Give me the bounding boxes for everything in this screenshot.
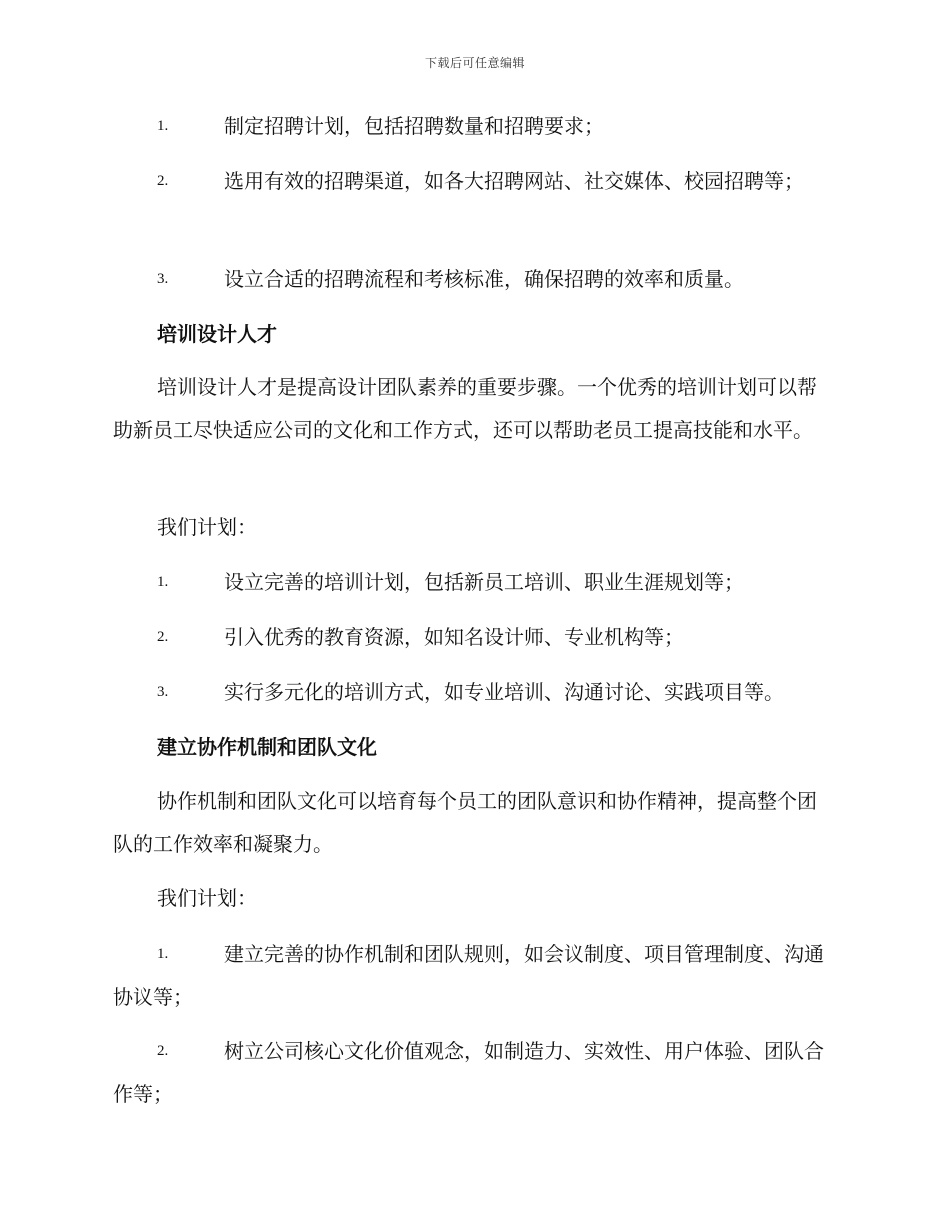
list-number: 1. bbox=[157, 574, 169, 590]
plan-label: 我们计划： bbox=[157, 515, 257, 539]
section-paragraph-training: 培训设计人才是提高设计团队素养的重要步骤。一个优秀的培训计划可以帮助新员工尽快适应公司的文化和工作方式，还可以帮助老员工提高技能和水平。 bbox=[113, 375, 817, 442]
list-text: 建立完善的协作机制和团队规则，如会议制度、项目管理制度、沟通协议等； bbox=[113, 942, 824, 1009]
plan-label: 我们计划： bbox=[157, 886, 257, 910]
list-item bbox=[113, 1030, 833, 1116]
list-text: 树立公司核心文化价值观念，如制造力、实效性、用户体验、团队合作等； bbox=[113, 1039, 824, 1106]
list-item bbox=[113, 105, 833, 148]
list-item bbox=[113, 616, 833, 659]
list-text: 制定招聘计划，包括招聘数量和招聘要求； bbox=[224, 114, 604, 138]
list-text: 设立合适的招聘流程和考核标准，确保招聘的效率和质量。 bbox=[224, 267, 744, 291]
list-item bbox=[113, 671, 833, 714]
list-item bbox=[113, 258, 833, 301]
list-number: 1. bbox=[157, 118, 169, 134]
list-number: 2. bbox=[157, 1043, 169, 1059]
list-number: 2. bbox=[157, 629, 169, 645]
list-text: 实行多元化的培训方式，如专业培训、沟通讨论、实践项目等。 bbox=[224, 680, 784, 704]
list-item bbox=[113, 160, 833, 203]
list-item bbox=[113, 561, 833, 604]
list-number: 3. bbox=[157, 684, 169, 700]
list-text: 选用有效的招聘渠道，如各大招聘网站、社交媒体、校园招聘等； bbox=[224, 169, 804, 193]
section-heading-collaboration: 建立协作机制和团队文化 bbox=[157, 735, 377, 759]
list-text: 设立完善的培训计划，包括新员工培训、职业生涯规划等； bbox=[224, 570, 744, 594]
list-number: 2. bbox=[157, 173, 169, 189]
list-text: 引入优秀的教育资源，如知名设计师、专业机构等； bbox=[224, 625, 684, 649]
list-item bbox=[113, 933, 833, 1019]
section-heading-training: 培训设计人才 bbox=[157, 322, 277, 346]
list-number: 1. bbox=[157, 946, 169, 962]
section-paragraph-collaboration: 协作机制和团队文化可以培育每个员工的团队意识和协作精神，提高整个团队的工作效率和凝聚力。 bbox=[113, 789, 817, 856]
page-header: 下载后可任意编辑 bbox=[424, 56, 525, 70]
list-number: 3. bbox=[157, 271, 169, 287]
